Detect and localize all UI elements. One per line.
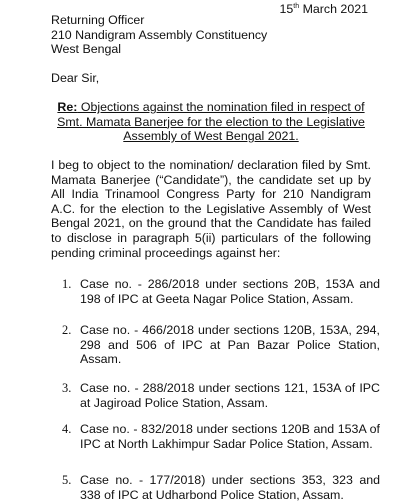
subject-prefix: Re: <box>57 100 78 114</box>
subject-text: Objections against the nomination filed in respect of Smt. Mamata Banerjee for the election to the Legislative Assembly of West Bengal 2021. <box>57 100 365 143</box>
letter-date <box>279 0 368 16</box>
case-text: Case no. - 177/2018) under sections 353, 323 and 338 of IPC at Udharbond Police Station, Assam. <box>80 473 380 502</box>
case-text: Case no. - 288/2018 under sections 121, 153A of IPC at Jagiroad Police Station, Assam. <box>80 381 380 410</box>
date-month-year: March 2021 <box>299 2 368 16</box>
case-item <box>62 323 380 367</box>
address-line-1: Returning Officer <box>51 13 145 27</box>
address-line-3: West Bengal <box>51 42 122 56</box>
salutation: Dear Sir, <box>51 71 100 85</box>
case-number: 2. <box>62 323 72 337</box>
recipient-address <box>51 13 267 57</box>
case-number: 4. <box>62 422 72 436</box>
case-number: 3. <box>62 381 72 395</box>
address-line-2: 210 Nandigram Assembly Constituency <box>51 27 268 42</box>
subject-line <box>51 100 371 144</box>
case-item <box>62 381 380 410</box>
case-text: Case no. - 466/2018 under sections 120B, 153A, 294, 298 and 506 of IPC at Pan Bazar Police Station, Assam. <box>80 323 380 367</box>
body-paragraph: I beg to object to the nomination/ declaration filed by Smt. Mamata Banerjee (“Candidate”), the candidate set up by All India Trinamool Congress Party for 210 Nandigram A.C. for the election to the Legislative Assembly of West Bengal 2021, on the ground that the Candidate has failed to disclose in paragraph 5(ii) particulars of the following pending criminal proceedings against her: <box>51 158 371 260</box>
case-text: Case no. - 832/2018 under sections 120B and 153A of IPC at North Lakhimpur Sadar Police Station, Assam. <box>80 422 380 451</box>
case-item <box>62 277 380 306</box>
case-number: 1. <box>62 277 72 291</box>
date-suffix: th <box>293 3 300 10</box>
case-text: Case no. - 286/2018 under sections 20B, 153A and 198 of IPC at Geeta Nagar Police Station, Assam. <box>80 277 380 306</box>
case-item <box>62 473 380 502</box>
date-day: 15 <box>279 2 294 16</box>
case-item <box>62 422 380 451</box>
case-number: 5. <box>62 473 72 487</box>
